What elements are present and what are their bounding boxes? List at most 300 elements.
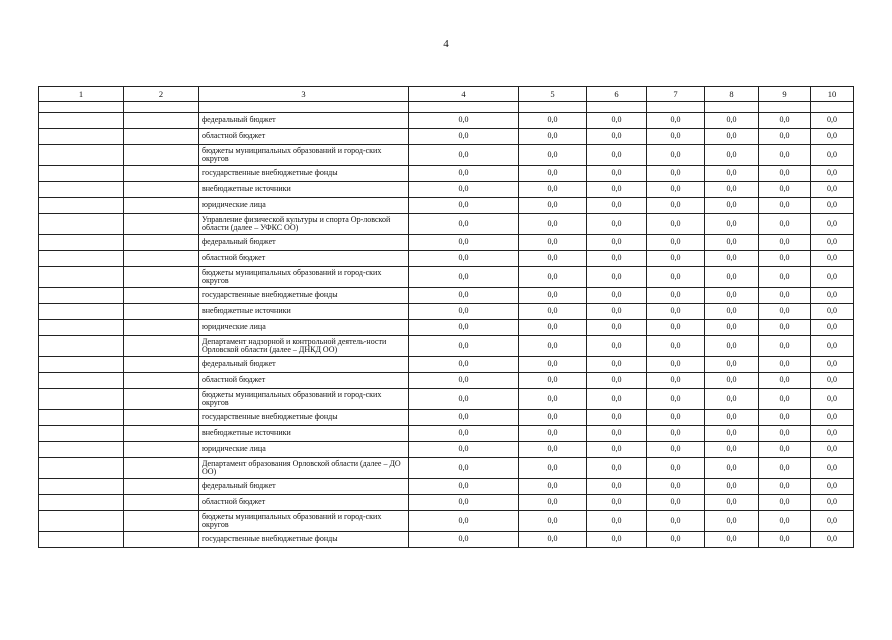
- value-cell: 0,0: [811, 198, 854, 214]
- value-cell: 0,0: [587, 320, 647, 336]
- value-cell: 0,0: [587, 251, 647, 267]
- cell-col2: [124, 251, 199, 267]
- value-cell: 0,0: [759, 495, 811, 511]
- value-cell: 0,0: [759, 129, 811, 145]
- row-label: юридические лица: [199, 442, 409, 458]
- value-cell: 0,0: [647, 389, 705, 410]
- cell-col1: [39, 198, 124, 214]
- cell-col2: [124, 479, 199, 495]
- value-cell: 0,0: [519, 479, 587, 495]
- value-cell: 0,0: [811, 182, 854, 198]
- value-cell: 0,0: [705, 129, 759, 145]
- table-row: [39, 532, 854, 548]
- cell-col2: [124, 267, 199, 288]
- value-cell: 0,0: [811, 479, 854, 495]
- value-cell: 0,0: [705, 304, 759, 320]
- value-cell: 0,0: [759, 458, 811, 479]
- table-row: [39, 214, 854, 235]
- value-cell: 0,0: [519, 145, 587, 166]
- value-cell: 0,0: [409, 389, 519, 410]
- value-cell: 0,0: [705, 389, 759, 410]
- value-cell: 0,0: [587, 182, 647, 198]
- value-cell: 0,0: [759, 251, 811, 267]
- value-cell: 0,0: [705, 182, 759, 198]
- value-cell: 0,0: [519, 357, 587, 373]
- row-label: бюджеты муниципальных образований и город-ских округов: [199, 389, 409, 410]
- value-cell: 0,0: [759, 532, 811, 548]
- value-cell: 0,0: [811, 267, 854, 288]
- value-cell: 0,0: [587, 214, 647, 235]
- value-cell: 0,0: [409, 304, 519, 320]
- value-cell: 0,0: [409, 288, 519, 304]
- row-label: Департамент образования Орловской области (далее – ДО ОО): [199, 458, 409, 479]
- value-cell: 0,0: [759, 267, 811, 288]
- value-cell: 0,0: [811, 495, 854, 511]
- value-cell: 0,0: [409, 145, 519, 166]
- cell-col1: [39, 458, 124, 479]
- value-cell: 0,0: [409, 373, 519, 389]
- row-label: государственные внебюджетные фонды: [199, 532, 409, 548]
- value-cell: 0,0: [647, 251, 705, 267]
- value-cell: 0,0: [647, 511, 705, 532]
- cell-col2: [124, 102, 199, 113]
- cell-col2: [124, 214, 199, 235]
- value-cell: [519, 102, 587, 113]
- value-cell: 0,0: [587, 495, 647, 511]
- value-cell: 0,0: [705, 511, 759, 532]
- value-cell: 0,0: [811, 251, 854, 267]
- value-cell: 0,0: [409, 251, 519, 267]
- value-cell: 0,0: [409, 357, 519, 373]
- value-cell: 0,0: [409, 410, 519, 426]
- value-cell: 0,0: [409, 198, 519, 214]
- value-cell: 0,0: [409, 336, 519, 357]
- value-cell: 0,0: [587, 458, 647, 479]
- value-cell: 0,0: [811, 129, 854, 145]
- value-cell: 0,0: [647, 357, 705, 373]
- value-cell: 0,0: [519, 495, 587, 511]
- value-cell: 0,0: [587, 442, 647, 458]
- value-cell: 0,0: [705, 410, 759, 426]
- cell-col1: [39, 251, 124, 267]
- value-cell: 0,0: [587, 267, 647, 288]
- value-cell: 0,0: [811, 304, 854, 320]
- table-row: [39, 426, 854, 442]
- value-cell: 0,0: [519, 426, 587, 442]
- value-cell: 0,0: [409, 166, 519, 182]
- value-cell: 0,0: [759, 214, 811, 235]
- cell-col1: [39, 166, 124, 182]
- value-cell: 0,0: [409, 113, 519, 129]
- value-cell: 0,0: [759, 320, 811, 336]
- value-cell: 0,0: [759, 166, 811, 182]
- value-cell: 0,0: [811, 373, 854, 389]
- row-label: юридические лица: [199, 198, 409, 214]
- value-cell: 0,0: [811, 389, 854, 410]
- value-cell: 0,0: [409, 511, 519, 532]
- value-cell: 0,0: [705, 251, 759, 267]
- table-row: [39, 198, 854, 214]
- value-cell: 0,0: [409, 235, 519, 251]
- value-cell: 0,0: [409, 182, 519, 198]
- value-cell: 0,0: [519, 214, 587, 235]
- value-cell: 0,0: [705, 357, 759, 373]
- value-cell: 0,0: [587, 336, 647, 357]
- value-cell: 0,0: [647, 267, 705, 288]
- table-row: [39, 166, 854, 182]
- row-label: государственные внебюджетные фонды: [199, 166, 409, 182]
- cell-col1: [39, 182, 124, 198]
- value-cell: 0,0: [811, 336, 854, 357]
- budget-table: [38, 86, 854, 548]
- value-cell: 0,0: [647, 198, 705, 214]
- value-cell: 0,0: [705, 113, 759, 129]
- value-cell: 0,0: [519, 320, 587, 336]
- row-label: областной бюджет: [199, 129, 409, 145]
- value-cell: 0,0: [647, 214, 705, 235]
- value-cell: 0,0: [759, 288, 811, 304]
- cell-col2: [124, 235, 199, 251]
- value-cell: 0,0: [759, 198, 811, 214]
- value-cell: 0,0: [759, 479, 811, 495]
- cell-col1: [39, 129, 124, 145]
- table-row: [39, 373, 854, 389]
- row-label: внебюджетные источники: [199, 182, 409, 198]
- value-cell: 0,0: [587, 426, 647, 442]
- value-cell: 0,0: [587, 113, 647, 129]
- value-cell: 0,0: [647, 235, 705, 251]
- value-cell: 0,0: [519, 166, 587, 182]
- table-row: [39, 320, 854, 336]
- cell-col2: [124, 495, 199, 511]
- value-cell: 0,0: [647, 336, 705, 357]
- header-row: [39, 87, 854, 102]
- value-cell: 0,0: [587, 198, 647, 214]
- row-label: федеральный бюджет: [199, 479, 409, 495]
- column-header: 9: [759, 87, 811, 102]
- value-cell: 0,0: [759, 182, 811, 198]
- cell-col2: [124, 389, 199, 410]
- value-cell: 0,0: [519, 336, 587, 357]
- value-cell: [409, 102, 519, 113]
- value-cell: 0,0: [705, 145, 759, 166]
- cell-col1: [39, 113, 124, 129]
- value-cell: [759, 102, 811, 113]
- value-cell: 0,0: [587, 357, 647, 373]
- cell-col1: [39, 145, 124, 166]
- value-cell: 0,0: [759, 410, 811, 426]
- column-header: 6: [587, 87, 647, 102]
- value-cell: 0,0: [409, 532, 519, 548]
- cell-col1: [39, 479, 124, 495]
- value-cell: 0,0: [587, 373, 647, 389]
- value-cell: 0,0: [759, 442, 811, 458]
- value-cell: 0,0: [811, 458, 854, 479]
- value-cell: 0,0: [587, 145, 647, 166]
- value-cell: 0,0: [647, 288, 705, 304]
- value-cell: 0,0: [647, 182, 705, 198]
- table-row: [39, 336, 854, 357]
- value-cell: 0,0: [759, 357, 811, 373]
- table-row: [39, 251, 854, 267]
- cell-col1: [39, 235, 124, 251]
- row-label: бюджеты муниципальных образований и город-ских округов: [199, 511, 409, 532]
- value-cell: 0,0: [811, 532, 854, 548]
- value-cell: 0,0: [811, 288, 854, 304]
- value-cell: 0,0: [587, 389, 647, 410]
- column-header: 8: [705, 87, 759, 102]
- value-cell: 0,0: [519, 198, 587, 214]
- value-cell: 0,0: [519, 532, 587, 548]
- value-cell: 0,0: [811, 442, 854, 458]
- cell-col1: [39, 511, 124, 532]
- table-row: [39, 511, 854, 532]
- value-cell: 0,0: [519, 458, 587, 479]
- column-header: 3: [199, 87, 409, 102]
- cell-col2: [124, 373, 199, 389]
- value-cell: 0,0: [587, 479, 647, 495]
- cell-col1: [39, 288, 124, 304]
- value-cell: 0,0: [409, 214, 519, 235]
- table-row: [39, 410, 854, 426]
- value-cell: [587, 102, 647, 113]
- cell-col2: [124, 129, 199, 145]
- value-cell: 0,0: [647, 532, 705, 548]
- cell-col1: [39, 304, 124, 320]
- value-cell: 0,0: [519, 304, 587, 320]
- value-cell: 0,0: [705, 426, 759, 442]
- value-cell: 0,0: [647, 304, 705, 320]
- value-cell: 0,0: [647, 320, 705, 336]
- cell-col2: [124, 458, 199, 479]
- cell-col1: [39, 426, 124, 442]
- cell-col2: [124, 182, 199, 198]
- value-cell: 0,0: [759, 511, 811, 532]
- row-label: областной бюджет: [199, 251, 409, 267]
- column-header: 7: [647, 87, 705, 102]
- cell-col2: [124, 511, 199, 532]
- cell-col1: [39, 389, 124, 410]
- value-cell: 0,0: [409, 426, 519, 442]
- cell-col2: [124, 442, 199, 458]
- table-row: [39, 442, 854, 458]
- cell-col1: [39, 442, 124, 458]
- value-cell: 0,0: [811, 320, 854, 336]
- value-cell: 0,0: [705, 532, 759, 548]
- value-cell: 0,0: [811, 145, 854, 166]
- value-cell: 0,0: [811, 214, 854, 235]
- cell-col2: [124, 426, 199, 442]
- cell-col2: [124, 320, 199, 336]
- page-number: 4: [443, 38, 449, 50]
- row-label: внебюджетные источники: [199, 426, 409, 442]
- cell-col2: [124, 410, 199, 426]
- value-cell: 0,0: [811, 113, 854, 129]
- cell-col1: [39, 495, 124, 511]
- value-cell: 0,0: [519, 511, 587, 532]
- value-cell: 0,0: [705, 166, 759, 182]
- cell-col1: [39, 102, 124, 113]
- value-cell: 0,0: [519, 113, 587, 129]
- row-label: федеральный бюджет: [199, 113, 409, 129]
- cell-col1: [39, 214, 124, 235]
- cell-col2: [124, 288, 199, 304]
- value-cell: 0,0: [587, 304, 647, 320]
- row-label: [199, 102, 409, 113]
- value-cell: 0,0: [519, 442, 587, 458]
- value-cell: 0,0: [647, 479, 705, 495]
- value-cell: 0,0: [759, 113, 811, 129]
- table-row: [39, 458, 854, 479]
- cell-col2: [124, 532, 199, 548]
- value-cell: 0,0: [647, 145, 705, 166]
- row-label: государственные внебюджетные фонды: [199, 410, 409, 426]
- value-cell: 0,0: [759, 389, 811, 410]
- row-label: бюджеты муниципальных образований и город-ских округов: [199, 145, 409, 166]
- table-row: [39, 495, 854, 511]
- table-row: [39, 304, 854, 320]
- value-cell: 0,0: [587, 129, 647, 145]
- value-cell: 0,0: [759, 304, 811, 320]
- value-cell: [811, 102, 854, 113]
- value-cell: 0,0: [647, 129, 705, 145]
- cell-col2: [124, 304, 199, 320]
- value-cell: 0,0: [705, 235, 759, 251]
- value-cell: [647, 102, 705, 113]
- value-cell: 0,0: [647, 410, 705, 426]
- row-label: юридические лица: [199, 320, 409, 336]
- row-label: Департамент надзорной и контрольной деятель-ности Орловской области (далее – ДНКД ОО): [199, 336, 409, 357]
- value-cell: 0,0: [519, 182, 587, 198]
- cell-col2: [124, 113, 199, 129]
- value-cell: 0,0: [705, 288, 759, 304]
- value-cell: 0,0: [519, 235, 587, 251]
- value-cell: 0,0: [705, 442, 759, 458]
- table-row: [39, 357, 854, 373]
- row-label: областной бюджет: [199, 373, 409, 389]
- cell-col1: [39, 267, 124, 288]
- cell-col1: [39, 410, 124, 426]
- value-cell: 0,0: [759, 336, 811, 357]
- column-header: 1: [39, 87, 124, 102]
- table-row: [39, 389, 854, 410]
- cell-col2: [124, 145, 199, 166]
- value-cell: 0,0: [647, 495, 705, 511]
- value-cell: 0,0: [519, 373, 587, 389]
- table-row: [39, 288, 854, 304]
- value-cell: 0,0: [587, 288, 647, 304]
- value-cell: 0,0: [587, 166, 647, 182]
- value-cell: 0,0: [705, 479, 759, 495]
- table-row: [39, 145, 854, 166]
- value-cell: 0,0: [647, 113, 705, 129]
- value-cell: 0,0: [587, 532, 647, 548]
- value-cell: 0,0: [519, 251, 587, 267]
- value-cell: 0,0: [759, 145, 811, 166]
- value-cell: [705, 102, 759, 113]
- value-cell: 0,0: [647, 458, 705, 479]
- table-row: [39, 235, 854, 251]
- value-cell: 0,0: [409, 129, 519, 145]
- value-cell: 0,0: [647, 166, 705, 182]
- value-cell: 0,0: [519, 389, 587, 410]
- value-cell: 0,0: [409, 458, 519, 479]
- value-cell: 0,0: [811, 410, 854, 426]
- table-row: [39, 102, 854, 113]
- value-cell: 0,0: [759, 373, 811, 389]
- row-label: федеральный бюджет: [199, 357, 409, 373]
- table-row: [39, 479, 854, 495]
- column-header: 4: [409, 87, 519, 102]
- value-cell: 0,0: [705, 458, 759, 479]
- row-label: внебюджетные источники: [199, 304, 409, 320]
- column-header: 2: [124, 87, 199, 102]
- table-body: [39, 102, 854, 548]
- cell-col2: [124, 357, 199, 373]
- value-cell: 0,0: [409, 320, 519, 336]
- value-cell: 0,0: [409, 267, 519, 288]
- table-row: [39, 129, 854, 145]
- value-cell: 0,0: [409, 442, 519, 458]
- value-cell: 0,0: [811, 166, 854, 182]
- value-cell: 0,0: [811, 357, 854, 373]
- value-cell: 0,0: [705, 373, 759, 389]
- row-label: бюджеты муниципальных образований и город-ских округов: [199, 267, 409, 288]
- value-cell: 0,0: [519, 129, 587, 145]
- value-cell: 0,0: [705, 267, 759, 288]
- value-cell: 0,0: [705, 214, 759, 235]
- value-cell: 0,0: [647, 373, 705, 389]
- table-row: [39, 113, 854, 129]
- value-cell: 0,0: [705, 198, 759, 214]
- row-label: государственные внебюджетные фонды: [199, 288, 409, 304]
- value-cell: 0,0: [519, 288, 587, 304]
- table-row: [39, 267, 854, 288]
- cell-col1: [39, 320, 124, 336]
- value-cell: 0,0: [811, 426, 854, 442]
- value-cell: 0,0: [705, 336, 759, 357]
- value-cell: 0,0: [647, 442, 705, 458]
- cell-col1: [39, 357, 124, 373]
- cell-col1: [39, 532, 124, 548]
- value-cell: 0,0: [519, 410, 587, 426]
- value-cell: 0,0: [587, 410, 647, 426]
- value-cell: 0,0: [647, 426, 705, 442]
- value-cell: 0,0: [811, 511, 854, 532]
- column-header: 5: [519, 87, 587, 102]
- value-cell: 0,0: [587, 511, 647, 532]
- row-label: Управление физической культуры и спорта Ор-ловской области (далее – УФКС ОО): [199, 214, 409, 235]
- value-cell: 0,0: [759, 235, 811, 251]
- value-cell: 0,0: [519, 267, 587, 288]
- cell-col2: [124, 336, 199, 357]
- value-cell: 0,0: [759, 426, 811, 442]
- row-label: областной бюджет: [199, 495, 409, 511]
- value-cell: 0,0: [409, 495, 519, 511]
- table-row: [39, 182, 854, 198]
- cell-col2: [124, 198, 199, 214]
- cell-col1: [39, 373, 124, 389]
- value-cell: 0,0: [705, 320, 759, 336]
- value-cell: 0,0: [811, 235, 854, 251]
- cell-col2: [124, 166, 199, 182]
- row-label: федеральный бюджет: [199, 235, 409, 251]
- column-header: 10: [811, 87, 854, 102]
- cell-col1: [39, 336, 124, 357]
- value-cell: 0,0: [409, 479, 519, 495]
- value-cell: 0,0: [587, 235, 647, 251]
- value-cell: 0,0: [705, 495, 759, 511]
